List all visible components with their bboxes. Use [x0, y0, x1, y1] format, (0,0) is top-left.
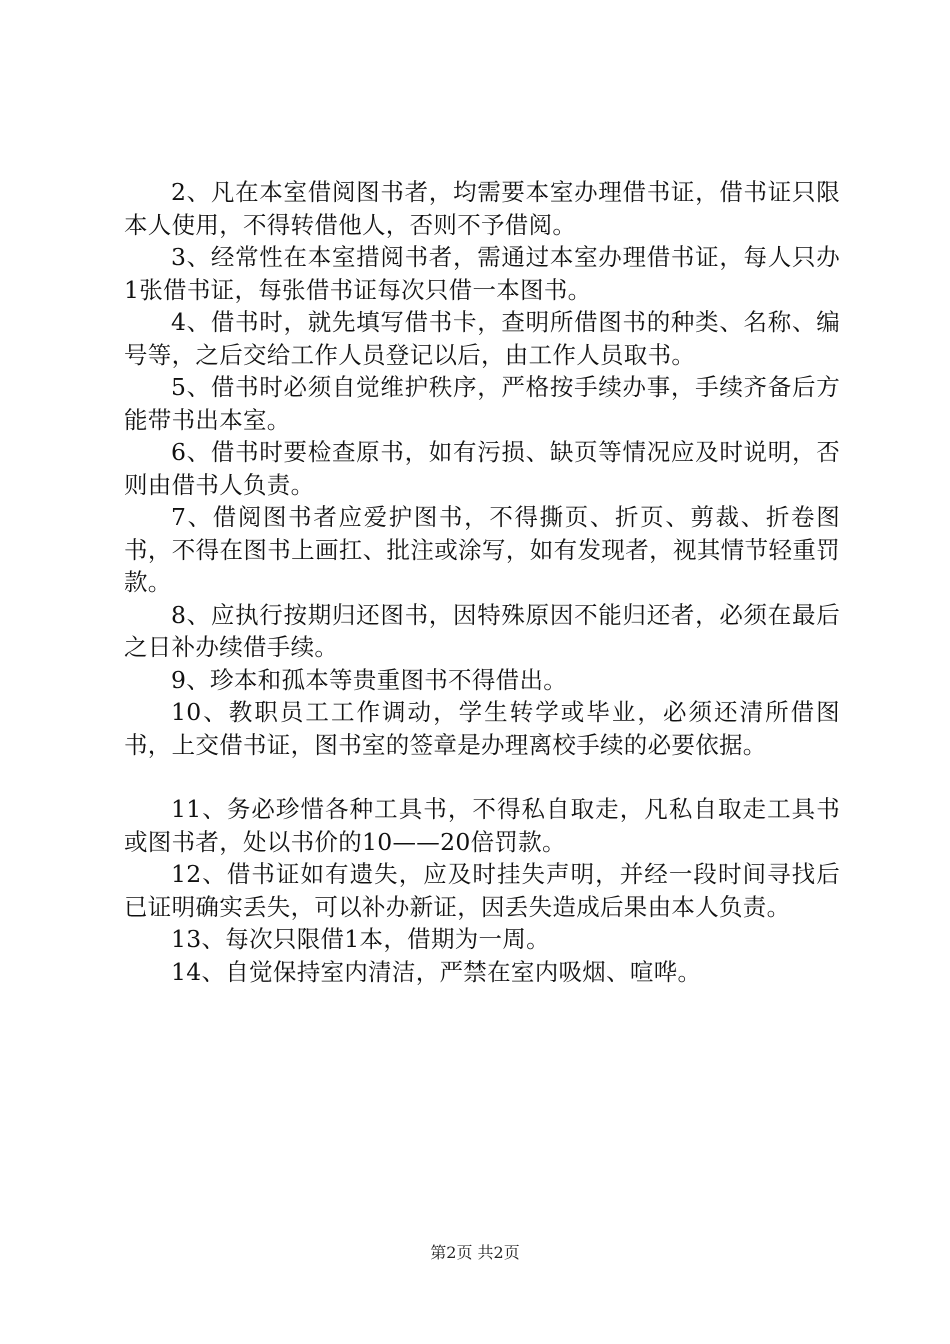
rule-9: 9、珍本和孤本等贵重图书不得借出。 — [171, 665, 568, 694]
rule-7: 7、借阅图书者应爱护图书，不得撕页、折页、剪裁、折卷图书，不得在图书上画扛、批注或涂写，如有发现者，视其情节轻重罚款。 — [124, 503, 840, 596]
rule-3: 3、经常性在本室措阅书者，需通过本室办理借书证，每人只办1张借书证，每张借书证每次只借一本图书。 — [124, 243, 840, 304]
rule-8: 8、应执行按期归还图书，因特殊原因不能归还者，必须在最后之日补办续借手续。 — [124, 600, 840, 661]
rule-11: 11、务必珍惜各种工具书，不得私自取走，凡私自取走工具书或图书者，处以书价的10——20倍罚款。 — [124, 795, 840, 856]
rule-6: 6、借书时要检查原书，如有污损、缺页等情况应及时说明，否则由借书人负责。 — [124, 438, 840, 499]
rule-2: 2、凡在本室借阅图书者，均需要本室办理借书证，借书证只限本人使用，不得转借他人，否则不予借阅。 — [124, 178, 840, 239]
rule-13: 13、每次只限借1本，借期为一周。 — [171, 925, 550, 953]
rule-4: 4、借书时，就先填写借书卡，查明所借图书的种类、名称、编号等，之后交给工作人员登记以后，由工作人员取书。 — [124, 308, 840, 369]
rule-5: 5、借书时必须自觉维护秩序，严格按手续办事，手续齐备后方能带书出本室。 — [124, 373, 840, 434]
rule-10: 10、教职员工工作调动，学生转学或毕业，必须还清所借图书，上交借书证，图书室的签章是办理离校手续的必要依据。 — [124, 698, 840, 759]
document-body — [124, 176, 840, 988]
rule-12: 12、借书证如有遗失，应及时挂失声明，并经一段时间寻找后已证明确实丢失，可以补办新证，因丢失造成后果由本人负责。 — [124, 860, 840, 921]
page-number-footer: 第2页 共2页 — [430, 1243, 520, 1262]
rule-14: 14、自觉保持室内清洁，严禁在室内吸烟、喧哗。 — [171, 957, 702, 986]
